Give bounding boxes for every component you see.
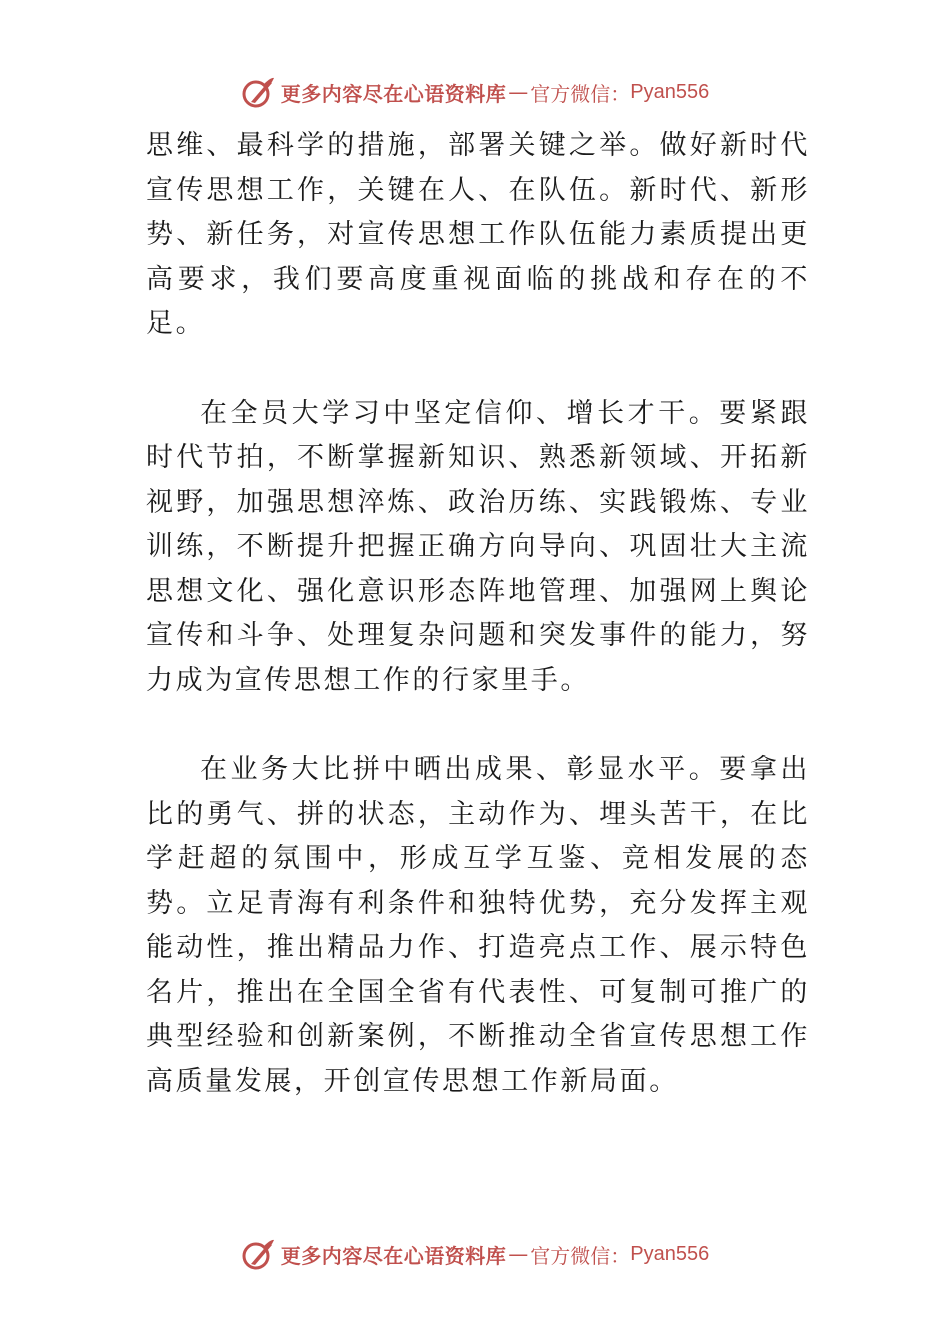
banner-wechat-id: Pyan556 [630, 1242, 710, 1265]
document-body [146, 124, 810, 1104]
banner-title: 更多内容尽在心语资料库 [280, 1243, 507, 1268]
quill-pen-circle-icon [241, 1237, 275, 1271]
paragraph-1: 思维、最科学的措施，部署关键之举。做好新时代宣传思想工作，关键在人、在队伍。新时代、新形势、新任务，对宣传思想工作队伍能力素质提出更高要求，我们要高度重视面临的挑战和存在的不足。 [146, 130, 810, 339]
paragraph-2: 在全员大学习中坚定信仰、增长才干。要紧跟时代节拍，不断掌握新知识、熟悉新领域、开拓新视野，加强思想淬炼、政治历练、实践锻炼、专业训练，不断提升把握正确方向导向、巩固壮大主流思想文化、强化意识形态阵地管理、加强网上舆论宣传和斗争、处理复杂问题和突发事件的能力，努力成为宣传思想工作的行家里手。 [146, 397, 810, 696]
header-banner [0, 74, 950, 110]
banner-dash: — [508, 1242, 529, 1266]
banner-dash: — [508, 80, 529, 104]
banner-wechat-label: 官方微信： [530, 81, 631, 106]
quill-pen-circle-icon [241, 75, 275, 109]
banner-title: 更多内容尽在心语资料库 [280, 81, 507, 106]
banner-wechat-id: Pyan556 [630, 80, 710, 103]
footer-banner [0, 1236, 950, 1272]
paragraph-3: 在业务大比拼中晒出成果、彰显水平。要拿出比的勇气、拼的状态，主动作为、埋头苦干，在比学赶超的氛围中，形成互学互鉴、竞相发展的态势。立足青海有利条件和独特优势，充分发挥主观能动性，推出精品力作、打造亮点工作、展示特色名片，推出在全国全省有代表性、可复制可推广的典型经验和创新案例，不断推动全省宣传思想工作高质量发展，开创宣传思想工作新局面。 [146, 754, 810, 1097]
banner-wechat-label: 官方微信： [530, 1243, 631, 1268]
